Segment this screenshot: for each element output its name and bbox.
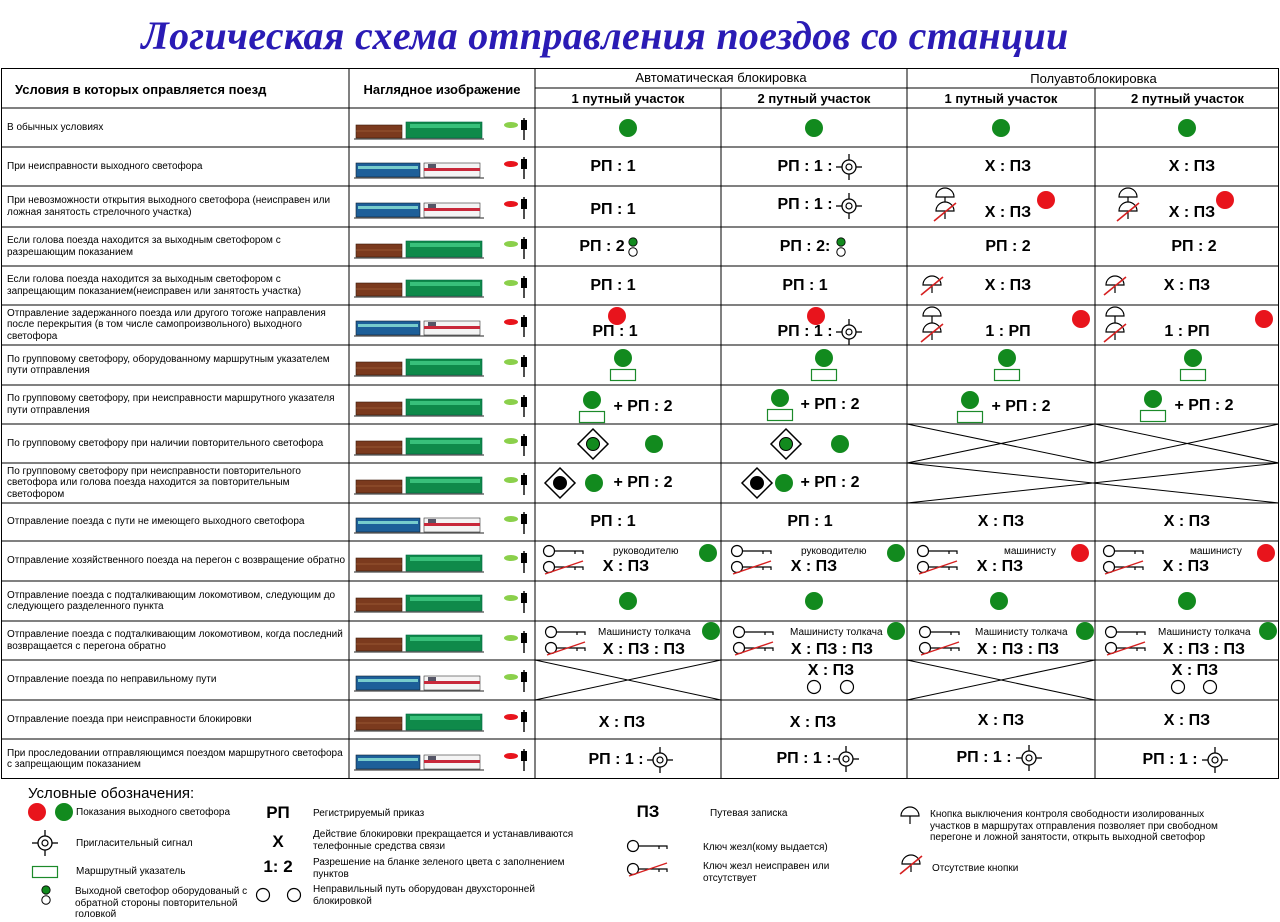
permit-note: Х : ПЗ [1168, 204, 1216, 221]
row-condition: Отправление хозяйственного поезда на перегон с возвращение обратно [7, 555, 346, 567]
repeater-diamond-icon [544, 467, 576, 499]
key-staff-broken-icon [733, 641, 777, 657]
permit-order: РП : 2 [985, 238, 1031, 255]
repeater-head-icon [623, 237, 643, 257]
key-staff-broken-icon [545, 641, 589, 657]
permit-order: + РП : 2 [800, 396, 860, 413]
train-illustration-icon [354, 235, 534, 261]
key-staff-broken-icon [917, 560, 961, 576]
row-condition: Отправление поезда с пути не имеющего выходного светофора [7, 516, 305, 528]
legend-key-broken-label: Ключ жезл неисправен или отсутствует [703, 861, 830, 884]
permit-note: Х : ПЗ [1163, 513, 1211, 530]
invitation-signal-icon [32, 830, 58, 856]
permit-order: РП : 1 [590, 513, 636, 530]
green-signal-icon [886, 543, 906, 563]
legend-ratio-label: Разрешение на бланке зеленого цвета с заполнением пунктов [313, 857, 565, 880]
permit-order: РП : 1 [592, 323, 638, 340]
permit-order: РП : 1 : [1142, 751, 1198, 768]
permit-order: + РП : 2 [613, 398, 673, 415]
legend-invite-label: Пригласительный сигнал [76, 838, 193, 849]
green-signal-icon [774, 473, 794, 493]
train-illustration-icon [354, 747, 534, 773]
legend-ratio-symbol: 1: 2 [263, 857, 293, 876]
route-indicator-icon [957, 411, 983, 423]
permit-note: Х : ПЗ [1171, 662, 1219, 679]
green-signal-icon [886, 621, 906, 641]
permit-note: Х : ПЗ : ПЗ [790, 641, 874, 658]
train-illustration-icon [354, 549, 534, 575]
no-button-icon [1102, 273, 1128, 299]
permit-note: Х : ПЗ [1163, 277, 1211, 294]
green-signal-icon [1143, 389, 1163, 409]
row-condition: По групповому светофору, при неисправности маршрутного указателя пути отправления [7, 393, 335, 416]
header-ab: Автоматическая блокировка [635, 70, 807, 85]
green-signal-icon [814, 348, 834, 368]
train-illustration-icon [354, 393, 534, 419]
train-illustration-icon [354, 629, 534, 655]
permit-order: 1 : РП [985, 323, 1031, 340]
legend-signal-label: Показания выходного светофора [76, 807, 231, 818]
permit-order: РП : 1 : [777, 196, 833, 213]
permit-order: РП : 1 [590, 201, 636, 218]
recipient-note: руководителю [613, 546, 679, 557]
route-indicator-icon [1180, 369, 1206, 381]
route-indicator-icon [994, 369, 1020, 381]
key-staff-icon [733, 625, 777, 641]
permit-note: Х : ПЗ [976, 558, 1024, 575]
hollow-circle-icon [1202, 679, 1218, 695]
key-staff-icon [919, 625, 963, 641]
hollow-circle-icon [806, 679, 822, 695]
permit-order: РП : 1 [787, 513, 833, 530]
green-signal-icon [991, 118, 1011, 138]
key-staff-broken-icon [1105, 641, 1149, 657]
hollow-circle-icon [1170, 679, 1186, 695]
key-staff-icon [1103, 544, 1147, 560]
permit-order: РП : 1 : [777, 323, 833, 340]
no-button-icon [1102, 320, 1128, 346]
hollow-circle-icon [839, 679, 855, 695]
permit-order: РП : 1 : [956, 749, 1012, 766]
legend-route-label: Маршрутный указатель [76, 866, 186, 877]
green-signal-icon [770, 388, 790, 408]
route-indicator-icon [767, 409, 793, 421]
row-condition: Отправление задержанного поезда или другого тогоже направления после перекрытия (в том числе самопроизвольного) выходного светофора [7, 307, 326, 342]
row-condition: Отправление поезда при неисправности блокировки [7, 713, 252, 725]
header-conditions: Условия в которых оправляется поезд [15, 81, 267, 97]
green-signal-icon [618, 118, 638, 138]
key-staff-icon [917, 544, 961, 560]
green-signal-icon [830, 434, 850, 454]
permit-order: РП : 1 : [588, 751, 644, 768]
header-pab: Полуавтоблокировка [1030, 71, 1157, 86]
header-pab-double: 2 путный участок [1131, 90, 1244, 106]
legend-wrong-label: Неправильный путь оборудован двухсторонней блокировкой [313, 884, 535, 907]
permit-order: РП : 2 [579, 238, 625, 255]
permit-note: Х : ПЗ : ПЗ [602, 641, 686, 658]
green-signal-icon [960, 390, 980, 410]
legend-pz-label: Путевая записка [710, 808, 788, 819]
legend-no-button-label: Отсутствие кнопки [932, 863, 1019, 874]
legend-rp-label: Регистрируемый приказ [313, 808, 425, 819]
permit-order: РП : 1 [590, 277, 636, 294]
permit-order: + РП : 2 [991, 398, 1051, 415]
permit-note: Х : ПЗ [977, 712, 1025, 729]
legend-title: Условные обозначения: [28, 785, 195, 802]
key-staff-broken-icon [731, 560, 775, 576]
permit-order: РП : 1 : [777, 158, 833, 175]
green-signal-icon [804, 591, 824, 611]
key-staff-broken-icon [627, 862, 671, 878]
key-staff-icon [545, 625, 589, 641]
no-button-icon [919, 273, 945, 299]
permit-note: Х : ПЗ [789, 714, 837, 731]
invitation-signal-icon [836, 319, 862, 345]
row-condition: Отправление поезда по неправильному пути [7, 674, 217, 686]
invitation-signal-icon [1202, 747, 1228, 773]
repeater-head-icon [831, 237, 851, 257]
green-signal-icon [54, 802, 74, 822]
permit-note: Х : ПЗ [598, 714, 646, 731]
green-signal-icon [1258, 621, 1278, 641]
green-signal-icon [1183, 348, 1203, 368]
green-signal-icon [584, 473, 604, 493]
permit-order: + РП : 2 [613, 474, 673, 491]
permit-note: Х : ПЗ [1162, 558, 1210, 575]
no-button-icon [932, 199, 958, 225]
key-staff-icon [627, 839, 671, 855]
train-illustration-icon [354, 155, 534, 181]
row-condition: В обычных условиях [7, 121, 104, 133]
page-title: Логическая схема отправления поездов со станции [141, 13, 1069, 58]
permit-note: Х : ПЗ [1168, 158, 1216, 175]
train-illustration-icon [354, 471, 534, 497]
release-button-icon [897, 804, 923, 830]
train-illustration-icon [354, 668, 534, 694]
route-indicator-icon [32, 866, 58, 878]
green-signal-icon [618, 591, 638, 611]
permit-order: РП : 1 [782, 277, 828, 294]
row-condition: Отправление поезда с подталкивающим локомотивом, следующим до следующего разделенного пункта [7, 589, 336, 612]
key-staff-icon [731, 544, 775, 560]
permit-note: Х : ПЗ [977, 513, 1025, 530]
hollow-circle-icon [255, 887, 271, 903]
row-condition: По групповому светофору при неисправности повторительного светофора или голова поезда находится за повторительным светофором [7, 465, 301, 500]
row-condition: Если голова поезда находится за выходным светофором с запрещающим показанием(неисправен или занятость участка) [7, 274, 302, 297]
permit-note: Х : ПЗ [807, 662, 855, 679]
red-signal-icon [27, 802, 47, 822]
recipient-note: Машинисту толкача [598, 627, 691, 638]
green-signal-icon [1177, 118, 1197, 138]
header-ab-single: 1 путный участок [571, 90, 685, 106]
no-button-icon [919, 320, 945, 346]
recipient-note: Машинисту толкача [790, 627, 883, 638]
permit-note: Х : ПЗ [790, 558, 838, 575]
train-illustration-icon [354, 708, 534, 734]
red-signal-icon [1071, 309, 1091, 329]
row-condition: При неисправности выходного светофора [7, 160, 203, 172]
train-illustration-icon [354, 510, 534, 536]
green-signal-icon [698, 543, 718, 563]
permit-note: Х : ПЗ [602, 558, 650, 575]
train-illustration-icon [354, 116, 534, 142]
red-signal-icon [1256, 543, 1276, 563]
train-illustration-icon [354, 195, 534, 221]
recipient-note: руководителю [801, 546, 867, 557]
invitation-signal-icon [1016, 745, 1042, 771]
legend-repeat-label: Выходной светофор оборудованый с обратной стороны повторительной головкой [75, 886, 248, 920]
row-condition: При невозможности открытия выходного светофора (неисправен или ложная занятость стрелочного участка) [7, 195, 331, 218]
recipient-note: машинисту [1004, 546, 1056, 557]
green-signal-icon [989, 591, 1009, 611]
header-visual: Наглядное изображение [363, 81, 521, 97]
red-signal-icon [1254, 309, 1274, 329]
permit-note: Х : ПЗ [984, 158, 1032, 175]
key-staff-broken-icon [1103, 560, 1147, 576]
train-illustration-icon [354, 274, 534, 300]
invitation-signal-icon [836, 193, 862, 219]
green-signal-icon [1075, 621, 1095, 641]
route-indicator-icon [610, 369, 636, 381]
permit-note: Х : ПЗ : ПЗ [1162, 641, 1246, 658]
legend-key-label: Ключ жезл(кому выдается) [703, 842, 828, 853]
permit-note: Х : ПЗ [984, 204, 1032, 221]
green-signal-icon [1177, 591, 1197, 611]
row-condition: Если голова поезда находится за выходным светофором с разрешающим показанием [7, 235, 281, 258]
repeater-diamond-icon [770, 428, 802, 460]
train-illustration-icon [354, 313, 534, 339]
red-signal-icon [1036, 190, 1056, 210]
key-staff-broken-icon [919, 641, 963, 657]
recipient-note: Машинисту толкача [975, 627, 1068, 638]
permit-order: РП : 1 [590, 158, 636, 175]
legend-x-label: Действие блокировки прекращается и устанавливаются телефонные средства связи [313, 829, 574, 852]
hollow-circle-icon [286, 887, 302, 903]
invitation-signal-icon [836, 154, 862, 180]
red-signal-icon [1070, 543, 1090, 563]
invitation-signal-icon [647, 747, 673, 773]
permit-note: Х : ПЗ [984, 277, 1032, 294]
permit-order: + РП : 2 [800, 474, 860, 491]
no-button-icon [1115, 199, 1141, 225]
legend-pz-symbol: ПЗ [636, 802, 660, 821]
green-signal-icon [613, 348, 633, 368]
row-condition: При проследовании отправляющимся поездом маршрутного светофора с запрещающим показанием [7, 747, 343, 770]
key-staff-icon [1105, 625, 1149, 641]
permit-order: РП : 2: [779, 238, 831, 255]
train-illustration-icon [354, 589, 534, 615]
key-staff-icon [543, 544, 587, 560]
row-condition: По групповому светофору при наличии повторительного светофора [7, 437, 324, 449]
route-indicator-icon [1140, 410, 1166, 422]
row-condition: По групповому светофору, оборудованному маршрутным указателем пути отправления [7, 353, 330, 376]
key-staff-broken-icon [543, 560, 587, 576]
train-illustration-icon [354, 432, 534, 458]
header-pab-single: 1 путный участок [944, 90, 1058, 106]
recipient-note: Машинисту толкача [1158, 627, 1251, 638]
legend-x-symbol: Х [272, 832, 284, 851]
no-button-icon [898, 852, 924, 878]
route-indicator-icon [811, 369, 837, 381]
permit-note: Х : ПЗ : ПЗ [976, 641, 1060, 658]
green-signal-icon [582, 390, 602, 410]
red-signal-icon [1215, 190, 1235, 210]
repeater-diamond-icon [741, 467, 773, 499]
green-signal-icon [997, 348, 1017, 368]
permit-order: 1 : РП [1164, 323, 1210, 340]
green-signal-icon [804, 118, 824, 138]
permit-order: РП : 1 : [776, 750, 832, 767]
green-signal-icon [644, 434, 664, 454]
permit-order: РП : 2 [1171, 238, 1217, 255]
repeater-head-icon [36, 885, 56, 905]
legend-rp-symbol: РП [266, 803, 290, 822]
recipient-note: машинисту [1190, 546, 1242, 557]
repeater-diamond-icon [577, 428, 609, 460]
legend-button-label: Кнопка выключения контроля свободности изолированных участков в маршрутах отправления позволяет при свободном перегоне и ложной занятости, открыть выходной светофор [930, 809, 1218, 843]
header-ab-double: 2 путный участок [757, 90, 871, 106]
row-condition: Отправление поезда с подталкивающим локомотивом, когда последний возвращается с перегона обратно [7, 629, 343, 652]
permit-order: + РП : 2 [1174, 397, 1234, 414]
green-signal-icon [701, 621, 721, 641]
permit-note: Х : ПЗ [1163, 712, 1211, 729]
train-illustration-icon [354, 353, 534, 379]
invitation-signal-icon [833, 746, 859, 772]
route-indicator-icon [579, 411, 605, 423]
